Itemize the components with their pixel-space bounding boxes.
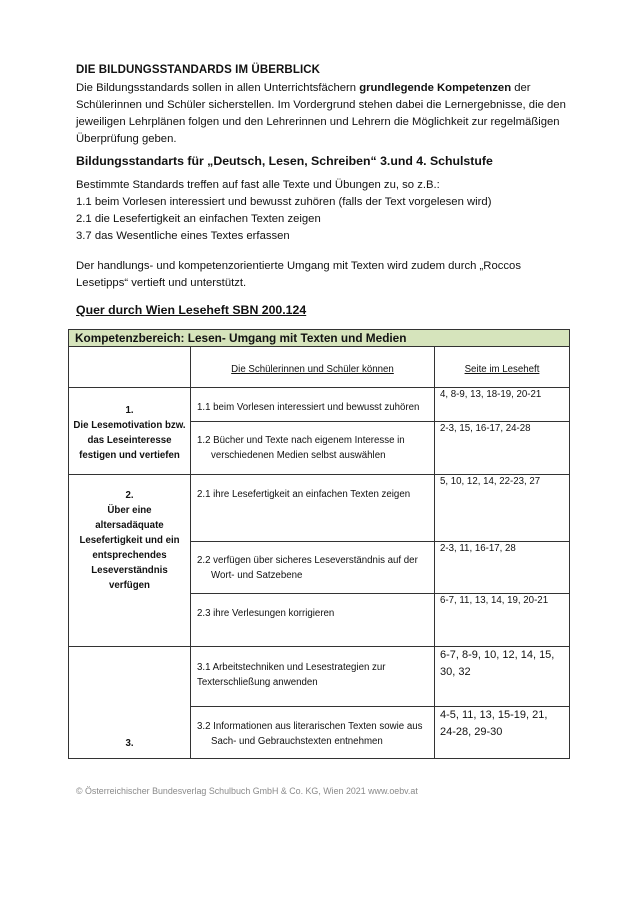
- group-label: [71, 403, 188, 463]
- group-number: 3.: [125, 738, 134, 749]
- table-row-skill: 2.2 verfügen über sicheres Leseverständnis auf der Wort- und Satzebene: [197, 555, 418, 581]
- table-row-pages: 6-7, 8-9, 10, 12, 14, 15, 30, 32: [440, 649, 555, 678]
- table-row-pages: 5, 10, 12, 14, 22-23, 27: [440, 476, 541, 487]
- table-row-pages: 4, 8-9, 13, 18-19, 20-21: [440, 389, 542, 400]
- table-row-skill: 1.1 beim Vorlesen interessiert und bewusst zuhören: [197, 402, 420, 413]
- copyright-footer: © Österreichischer Bundesverlag Schulbuch GmbH & Co. KG, Wien 2021 www.oebv.at: [76, 786, 418, 796]
- intro-paragraph: [76, 80, 566, 148]
- lesetipps-paragraph: Der handlungs- und kompetenzorientierte Umgang mit Texten wird zudem durch „Roccos Lesetipps“ vertieft und unterstützt.: [76, 260, 521, 289]
- column-header-pages: Seite im Leseheft: [464, 364, 540, 375]
- column-header-skills: Die Schülerinnen und Schüler können: [231, 364, 394, 375]
- page-title: DIE BILDUNGSSTANDARDS IM ÜBERBLICK: [76, 64, 321, 76]
- standard-item: 3.7 das Wesentliche eines Textes erfassen: [76, 230, 290, 242]
- competence-table: [68, 329, 570, 759]
- table-row-skill: 2.1 ihre Lesefertigkeit an einfachen Texten zeigen: [197, 489, 411, 500]
- subheading: Bildungsstandarts für „Deutsch, Lesen, Schreiben“ 3.und 4. Schulstufe: [76, 154, 493, 168]
- table-row-skill: 3.2 Informationen aus literarischen Texten sowie aus Sach- und Gebrauchstexten entnehmen: [197, 721, 423, 747]
- group-label: [75, 488, 184, 593]
- table-row-pages: 2-3, 11, 16-17, 28: [440, 543, 516, 554]
- section-title: Quer durch Wien Leseheft SBN 200.124: [76, 303, 307, 317]
- group-text: Die Lesemotivation bzw. das Leseinteresse festigen und vertiefen: [73, 420, 186, 461]
- table-row-skill: 2.3 ihre Verlesungen korrigieren: [197, 608, 335, 619]
- standards-list: [76, 177, 491, 245]
- column-divider: [190, 347, 191, 759]
- standard-item: 2.1 die Lesefertigkeit an einfachen Texten zeigen: [76, 213, 321, 225]
- table-row-pages: 6-7, 11, 13, 14, 19, 20-21: [440, 595, 549, 606]
- standard-item: 1.1 beim Vorlesen interessiert und bewusst zuhören (falls der Text vorgelesen wird): [76, 196, 492, 208]
- group-label: [71, 736, 188, 751]
- table-row-pages: 2-3, 15, 16-17, 24-28: [440, 423, 531, 434]
- standards-intro: Bestimmte Standards treffen auf fast alle Texte und Übungen zu, so z.B.:: [76, 179, 440, 191]
- table-header: Kompetenzbereich: Lesen- Umgang mit Texten und Medien: [69, 330, 569, 347]
- intro-text-b: der Schülerinnen und Schüler sicherstellen. Im Vordergrund stehen dabei die Lernergebnisse, die den jeweiligen Lehrplänen folgen und den Lehrerinnen und Lehrern die Möglichkeit zur regelmäßigen Überprüfung geben.: [76, 82, 566, 145]
- intro-text-a: Die Bildungsstandards sollen in allen Unterrichtsfächern: [76, 82, 360, 94]
- table-row-pages: 4-5, 11, 13, 15-19, 21, 24-28, 29-30: [440, 709, 548, 738]
- group-number: 2.: [125, 490, 134, 501]
- intro-bold: grundlegende Kompetenzen: [359, 82, 512, 94]
- group-text: Über eine altersadäquate Lesefertigkeit und ein entsprechendes Leseverständnis verfügen: [79, 505, 180, 591]
- table-row-skill: 3.1 Arbeitstechniken und Lesestrategien zur Texterschließung anwenden: [197, 662, 386, 688]
- group-number: 1.: [125, 405, 134, 416]
- table-row-skill: 1.2 Bücher und Texte nach eigenem Interesse in verschiedenen Medien selbst auswählen: [197, 435, 405, 461]
